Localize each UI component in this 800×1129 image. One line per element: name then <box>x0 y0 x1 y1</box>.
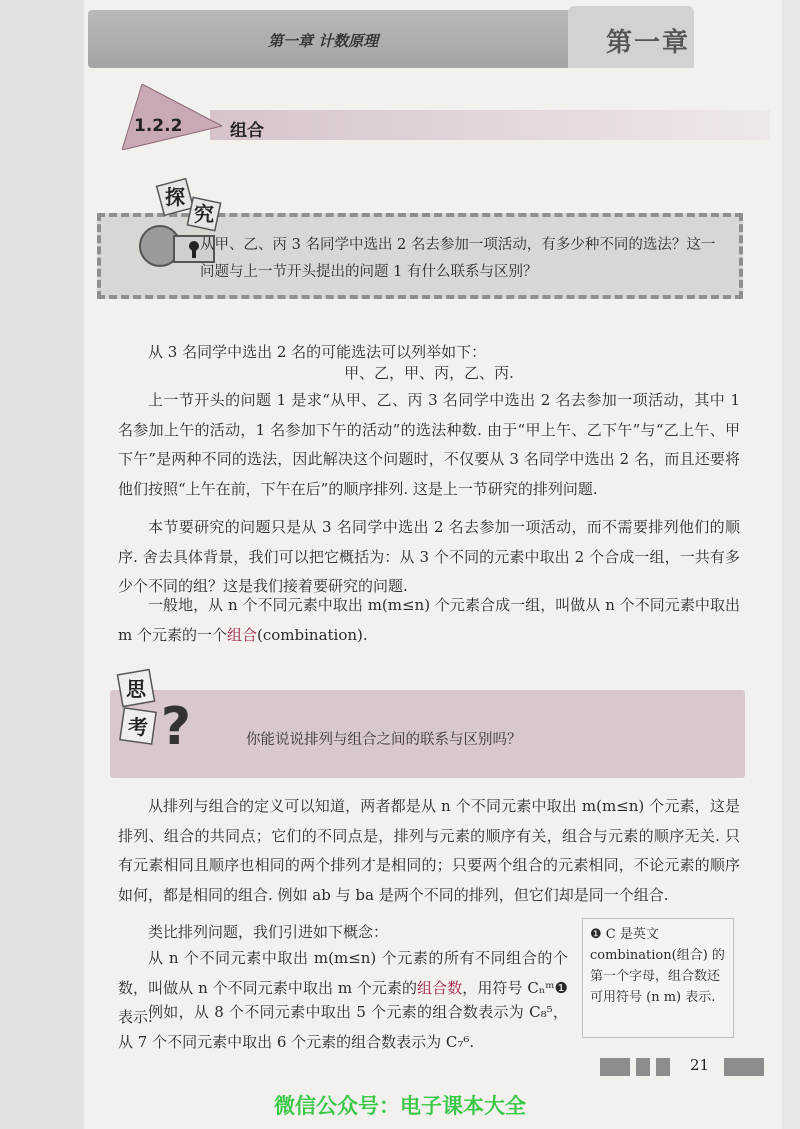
explore-badge-char-1: 探 <box>165 185 185 209</box>
term-combination-number: 组合数 <box>417 978 463 997</box>
page-right-margin <box>782 0 800 1129</box>
section-title-bar <box>210 110 770 140</box>
footer-block <box>636 1058 650 1076</box>
paragraph-3: 本节要研究的问题只是从 3 名同学中选出 2 名去参加一项活动，而不需要排列他们的顺序. 舍去具体背景，我们可以把它概括为：从 3 个不同的元素中取出 2 个合成一组，一共有多少个不同的组？这是我们接着要研究的问题. <box>118 518 740 595</box>
page-left-margin <box>0 0 84 1129</box>
combination-number-text-b: ，用符号 Cₙᵐ❶表示. <box>118 978 568 1026</box>
page-number: 21 <box>690 1056 710 1074</box>
footer-block <box>656 1058 670 1076</box>
section-title: 组合 <box>230 121 264 141</box>
footer-block <box>600 1058 630 1076</box>
term-combination: 组合 <box>227 625 258 644</box>
definition-text-b: (combination). <box>257 625 368 644</box>
question-mark-icon <box>112 664 198 760</box>
chapter-tab-label: 第一章 <box>606 28 691 58</box>
paragraph-analogy: 类比排列问题，我们引进如下概念： <box>148 923 389 941</box>
think-badge-char-2: 考 <box>128 715 148 739</box>
definition-text-a: 一般地，从 n 个不同元素中取出 m(m≤n) 个元素合成一组，叫做从 n 个不同元素中取出 m 个元素的一个 <box>118 596 740 644</box>
explore-badge-char-2: 究 <box>194 202 214 226</box>
explore-question: 从甲、乙、丙 3 名同学中选出 2 名去参加一项活动，有多少种不同的选法？这一问题与上一节开头提出的问题 1 有什么联系与区别？ <box>200 237 716 280</box>
footer-block <box>724 1058 764 1076</box>
think-question: 你能说说排列与组合之间的联系与区别吗？ <box>246 732 522 748</box>
footnote-text: ❶ C 是英文 combination(组合) 的第一个字母，组合数还可用符号 (n m) 表示. <box>590 927 725 1005</box>
selection-list: 甲、乙，甲、丙，乙、丙. <box>344 364 514 382</box>
paragraph-example: 例如，从 8 个不同元素中取出 5 个元素的组合数表示为 C₈⁵，从 7 个不同元素中取出 6 个元素的组合数表示为 C₇⁶. <box>118 1003 568 1051</box>
section-number: 1.2.2 <box>134 116 183 136</box>
paragraph-comparison: 从排列与组合的定义可以知道，两者都是从 n 个不同元素中取出 m(m≤n) 个元素，这是排列、组合的共同点；它们的不同点是，排列与元素的顺序有关，组合与元素的顺序无关. 只有元素相同且顺序也相同的两个排列才是相同的；只要两个组合的元素相同，不论元素的顺序如何，都是相同的组合. 例如 ab 与 ba 是两个不同的排列，但它们却是同一个组合. <box>118 797 740 904</box>
paragraph-1: 从 3 名同学中选出 2 名的可能选法可以列举如下： <box>148 343 487 361</box>
combination-number-text-a: 从 n 个不同元素中取出 m(m≤n) 个元素的所有不同组合的个数，叫做从 n 个不同元素中取出 m 个元素的 <box>118 949 568 997</box>
svg-text:?: ? <box>160 697 192 757</box>
header-chapter-title: 第一章 计数原理 <box>268 32 379 50</box>
wechat-watermark: 微信公众号：电子课本大全 <box>274 1094 526 1118</box>
think-badge-char-1: 思 <box>126 677 146 701</box>
paragraph-2: 上一节开头的问题 1 是求“从甲、乙、丙 3 名同学中选出 2 名去参加一项活动，其中 1 名参加上午的活动，1 名参加下午的活动”的选法种数. 由于“甲上午、乙下午”与“乙上午、甲下午”是两种不同的选法，因此解决这个问题时，不仅要从 3 名同学中选出 2 名，而且还要将他们按照“上午在前，下午在后”的顺序排列. 这是上一节研究的排列问题. <box>118 391 740 498</box>
paragraph-definition <box>118 591 740 650</box>
